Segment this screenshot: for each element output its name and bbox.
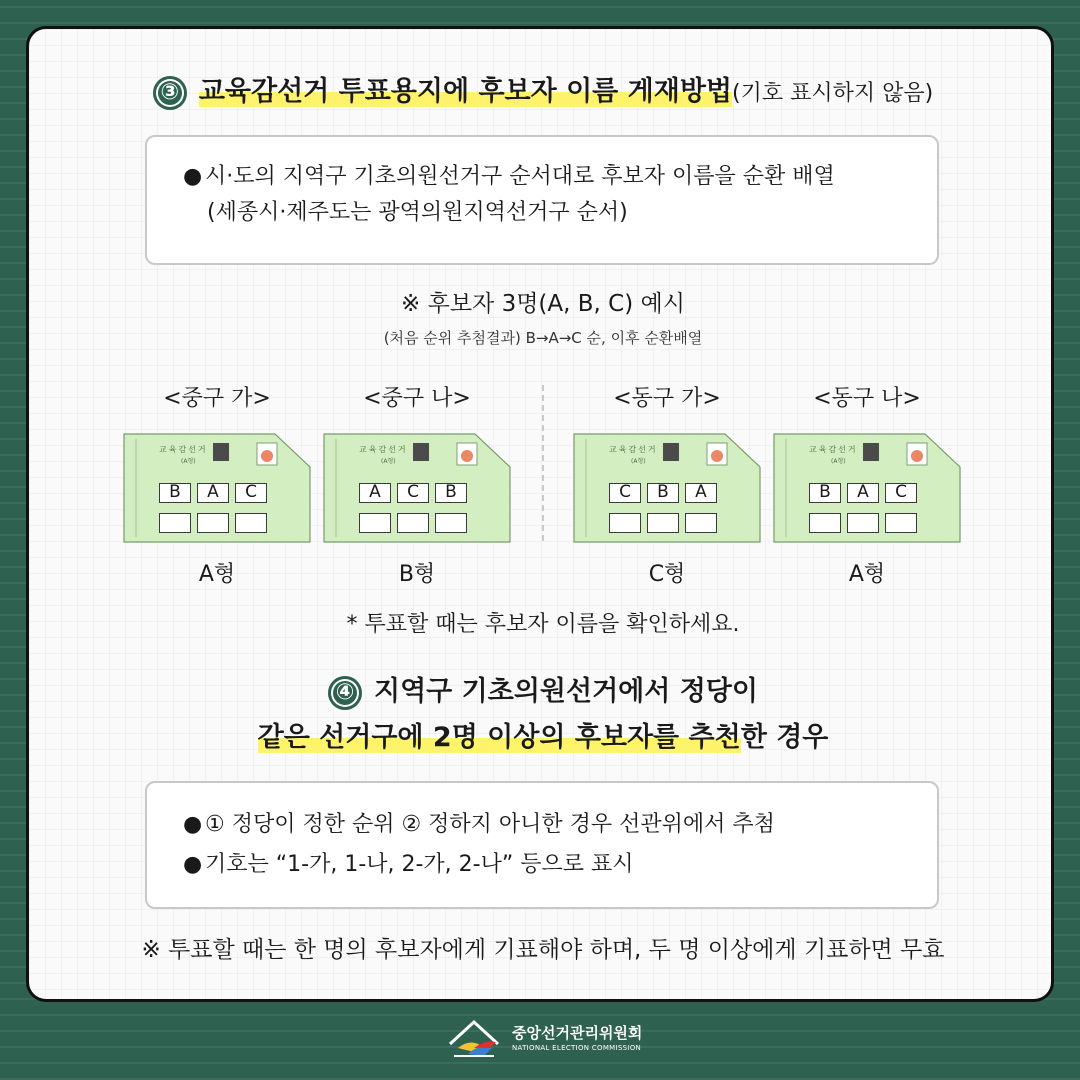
- candidate-name-cell: B: [809, 483, 841, 503]
- district-label: <동구 가>: [613, 386, 721, 411]
- vote-mark-cell: [847, 513, 879, 533]
- section3-title-tail: (기호 표시하지 않음): [732, 81, 934, 106]
- section3-title: [29, 69, 1057, 110]
- section4-title: [29, 669, 1057, 761]
- official-stamp-icon: [711, 450, 723, 462]
- ballot-form-text: (A형): [631, 458, 646, 465]
- section4-bullet-2: ● 기호는 “1-가, 1-나, 2-가, 2-나” 등으로 표시: [183, 847, 937, 883]
- candidate-name-cell: C: [397, 483, 429, 503]
- official-stamp-icon: [261, 450, 273, 462]
- candidate-name-cell: A: [197, 483, 229, 503]
- candidate-name-cell: C: [235, 483, 267, 503]
- ballot-type-label: A형: [848, 562, 886, 587]
- ballot-type-label: C형: [648, 562, 686, 587]
- bullet-dot-icon: ●: [183, 852, 203, 877]
- district-label: <중구 나>: [363, 386, 471, 411]
- vote-mark-cell: [685, 513, 717, 533]
- vote-mark-cell: [197, 513, 229, 533]
- district-label: <중구 가>: [163, 386, 271, 411]
- invalid-vote-note: ※ 투표할 때는 한 명의 후보자에게 기표해야 하며, 두 명 이상에게 기표하면 무효: [141, 937, 945, 963]
- nec-logo: [444, 1016, 644, 1066]
- ballot-type-label: A형: [198, 562, 236, 587]
- official-stamp-icon: [461, 450, 473, 462]
- vote-mark-cell: [359, 513, 391, 533]
- vote-mark-cell: [235, 513, 267, 533]
- qr-code-icon: [663, 443, 679, 461]
- district-label: <동구 나>: [813, 386, 921, 411]
- ballot-paper: [573, 433, 761, 543]
- ballot-form-text: (A형): [831, 458, 846, 465]
- section3-number: ③: [153, 76, 187, 110]
- vote-mark-cell: [609, 513, 641, 533]
- candidate-name-cell: B: [647, 483, 679, 503]
- section4-line1: 지역구 기초의원선거에서 정당이: [374, 676, 758, 707]
- candidate-name-cell: C: [609, 483, 641, 503]
- nec-emblem-icon: [444, 1018, 504, 1062]
- vote-mark-cell: [435, 513, 467, 533]
- section3-bullet-2: (세종시·제주도는 광역의원지역선거구 순서): [207, 200, 628, 225]
- ballot-header-text: 교육감선거: [609, 445, 658, 454]
- qr-code-icon: [413, 443, 429, 461]
- ballot-paper: [123, 433, 311, 543]
- section3-bullet-1: ● 시·도의 지역구 기초의원선거구 순서대로 후보자 이름을 순환 배열: [183, 159, 937, 195]
- logo-name-kr: 중앙선거관리위원회: [512, 1024, 643, 1042]
- info-card: [26, 26, 1054, 1002]
- section4-box: [145, 781, 939, 909]
- bullet-dot-icon: ●: [183, 812, 203, 837]
- ballot-type-label: B형: [398, 562, 436, 587]
- section4-bullet-1: ● ① 정당이 정한 순위 ② 정하지 아니한 경우 선관위에서 추첨: [183, 807, 937, 843]
- official-stamp-icon: [911, 450, 923, 462]
- section4-line2-highlight: 같은 선거구에 2명 이상의 후보자를 추천: [257, 722, 741, 753]
- bullet-dot-icon: ●: [183, 164, 203, 189]
- ballot-header-text: 교육감선거: [159, 445, 208, 454]
- ballot-paper: [323, 433, 511, 543]
- candidate-name-cell: C: [885, 483, 917, 503]
- example-subtitle: (처음 순위 추첨결과) B→A→C 순, 이후 순환배열: [383, 329, 703, 347]
- vote-mark-cell: [647, 513, 679, 533]
- ballot-form-text: (A형): [381, 458, 396, 465]
- example-title: ※ 후보자 3명(A, B, C) 예시: [401, 291, 685, 317]
- vote-mark-cell: [159, 513, 191, 533]
- vote-mark-cell: [885, 513, 917, 533]
- vote-mark-cell: [809, 513, 841, 533]
- ballot-paper: [773, 433, 961, 543]
- ballot-header-text: 교육감선거: [359, 445, 408, 454]
- section4-line2-tail: 한 경우: [740, 722, 829, 753]
- candidate-name-cell: B: [435, 483, 467, 503]
- section-divider: [542, 385, 544, 541]
- candidate-name-cell: A: [359, 483, 391, 503]
- ballot-form-text: (A형): [181, 458, 196, 465]
- candidate-name-cell: A: [847, 483, 879, 503]
- ballot-header-text: 교육감선거: [809, 445, 858, 454]
- check-name-note: * 투표할 때는 후보자 이름을 확인하세요.: [346, 612, 740, 637]
- qr-code-icon: [863, 443, 879, 461]
- qr-code-icon: [213, 443, 229, 461]
- section3-title-highlight: 교육감선거 투표용지에 후보자 이름 게재방법: [198, 76, 732, 107]
- logo-name-en: NATIONAL ELECTION COMMISSION: [512, 1044, 642, 1052]
- section4-number: ④: [328, 676, 362, 710]
- section3-box: [145, 135, 939, 265]
- candidate-name-cell: A: [685, 483, 717, 503]
- vote-mark-cell: [397, 513, 429, 533]
- candidate-name-cell: B: [159, 483, 191, 503]
